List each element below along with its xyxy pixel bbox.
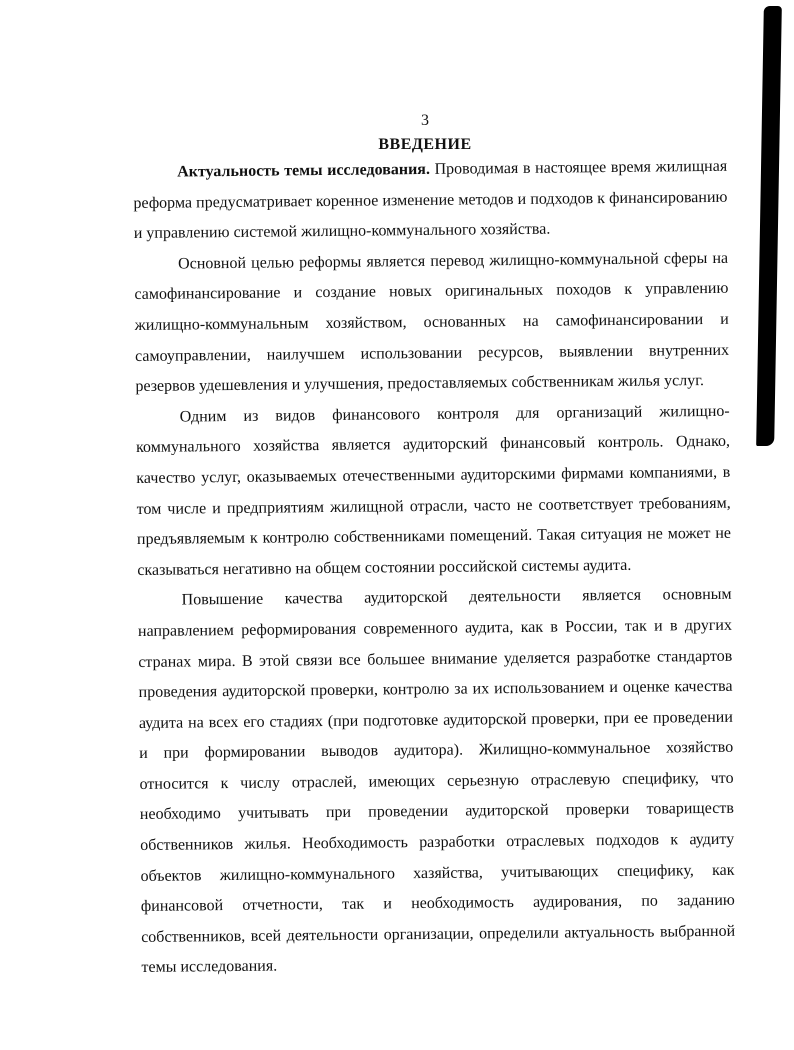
paragraph-lead: Актуальность темы исследования. — [177, 160, 431, 181]
body-text — [133, 152, 736, 984]
paragraph-text: Проводимая в настоящее время жилищная реформа предусматривает коренное изменение методов и подходов к финансированию и управлению системой жилищно-коммунального хозяйства. — [133, 157, 728, 243]
paragraph: Повышение качества аудиторской деятельности является основным направлением реформирования современного аудита, как в России, так и в других странах мира. В этой связи все большее внимание уделяется разработке стандартов проведения аудиторской проверки, контролю за их использованием и оценке качества аудита на всех его стадиях (при подготовке аудиторской проверки, при ее проведении и при формировании выводов аудитора). Жилищно-коммунальное хозяйство относится к числу отраслей, имеющих серьезную отраслевую специфику, что необходимо учитывать при проведении аудиторской проверки товариществ обственников жилья. Необходимость разработки отраслевых подходов к аудиту объектов жилищно-коммунального хазяйства, учитывающих специфику, как финансовой отчетности, так и необходимость аудирования, по заданию собственников, всей деятельности организации, определили актуальность выбранной темы исследования. — [137, 586, 736, 977]
page-number: 3 — [421, 112, 429, 129]
scan-edge-shadow — [756, 6, 782, 446]
paragraph — [133, 152, 728, 250]
paragraph: Одним из видов финансового контроля для организаций жилищно-коммунального хозяйства является аудиторский финансовый контроль. Однако, качество услуг, оказываемых отечественными аудиторскими фирмами компаниями, в том числе и предприятиям жилищной отрасли, часто не соответствует требованиям, предъявляемым к контролю собственниками помещений. Такая ситуация не может не сказываться негативно на общем состоянии российской системы аудита. — [135, 402, 732, 579]
paragraph: Основной целью реформы является перевод жилищно-коммунальной сферы на самофинансирование и создание новых оригинальных походов к управлению жилищно-коммунальным хозяйством, основанных на самофинансировании и самоуправлении, наилучшем использовании ресурсов, выявлении внутренних резервов удешевления и улучшения, предоставляемых собственникам жилья услуг. — [134, 249, 730, 396]
page-title: ВВЕДЕНИЕ — [378, 136, 472, 153]
